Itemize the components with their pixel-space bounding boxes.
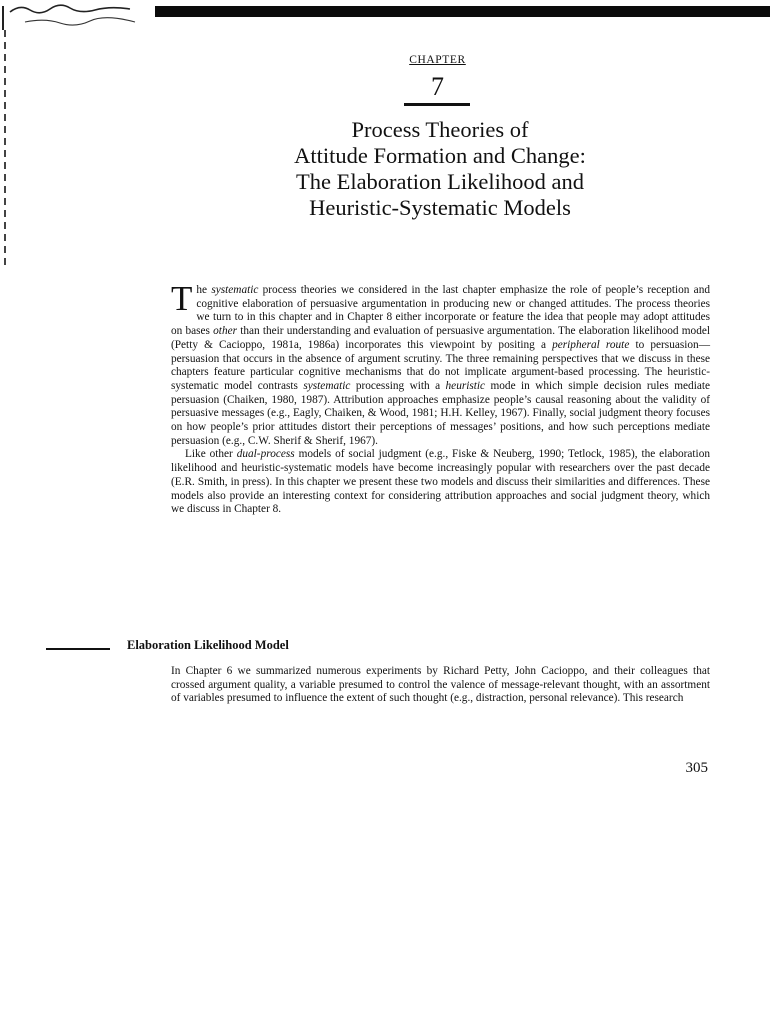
chapter-number: 7 — [431, 72, 444, 101]
top-black-bar — [155, 6, 770, 17]
drop-cap: T — [171, 279, 193, 318]
chapter-title — [150, 117, 730, 221]
scan-edge-marks — [4, 30, 6, 270]
intro-paragraph-1: he systematic process theories we considered in the last chapter emphasize the role of people’s reception and cognitive elaboration of persuasive argumentation in producing new or changed attitudes. The process theories we turn to in this chapter and in Chapter 8 either incorporate or feature the idea that people may adopt attitudes on bases other than their understanding and evaluation of persuasive argumentation. The elaboration likelihood model (Petty & Cacioppo, 1981a, 1986a) incorporates this viewpoint by positing a peripheral route to persuasion—persuasion that occurs in the absence of argument scrutiny. The three remaining perspectives that we discuss in these chapters feature particular cognitive mechanisms that do not implicate argument-based processing. The heuristic-systematic model contrasts systematic processing with a heuristic mode in which simple decision rules mediate persuasion (Chaiken, 1980, 1987). Attribution approaches emphasize people’s causal reasoning about the validity of persuasive messages (e.g., Eagly, Chaiken, & Wood, 1981; H.H. Kelley, 1967). Finally, social judgment theory focuses on how people’s prior attitudes distort their perceptions of messages’ positions, and how such perceptions mediate persuasion (e.g., C.W. Sherif & Sherif, 1967). — [171, 284, 711, 447]
page-number: 305 — [685, 760, 708, 776]
chapter-number-rule — [404, 103, 470, 106]
chapter-title-line: Attitude Formation and Change: — [294, 143, 586, 168]
section-rule — [46, 648, 110, 650]
intro-text — [171, 279, 711, 517]
chapter-title-line: Heuristic-Systematic Models — [309, 195, 571, 220]
chapter-title-line: The Elaboration Likelihood and — [295, 169, 585, 194]
chapter-title-line: Process Theories of — [351, 117, 529, 142]
section-heading: Elaboration Likelihood Model — [127, 638, 289, 652]
intro-paragraph-2: Like other dual-process models of social judgment (e.g., Fiske & Neuberg, 1990; Tetlock, 1985), the elaboration likelihood and heuristic-systematic models have become increasingly popular with researchers over the past decade (E.R. Smith, in press). In this chapter we present these two models and discuss their similarities and differences. These models also provide an interesting context for considering attribution approaches and social judgment theory, which we discuss in Chapter 8. — [171, 448, 710, 516]
chapter-label: CHAPTER — [409, 54, 466, 66]
section-body: In Chapter 6 we summarized numerous experiments by Richard Petty, John Cacioppo, and their colleagues that crossed argument quality, a variable presumed to control the valence of message-relevant thought, with an assortment of variables presumed to influence the extent of such thought (e.g., distraction, personal relevance). This research — [171, 665, 710, 705]
handwritten-scribble — [0, 0, 150, 40]
